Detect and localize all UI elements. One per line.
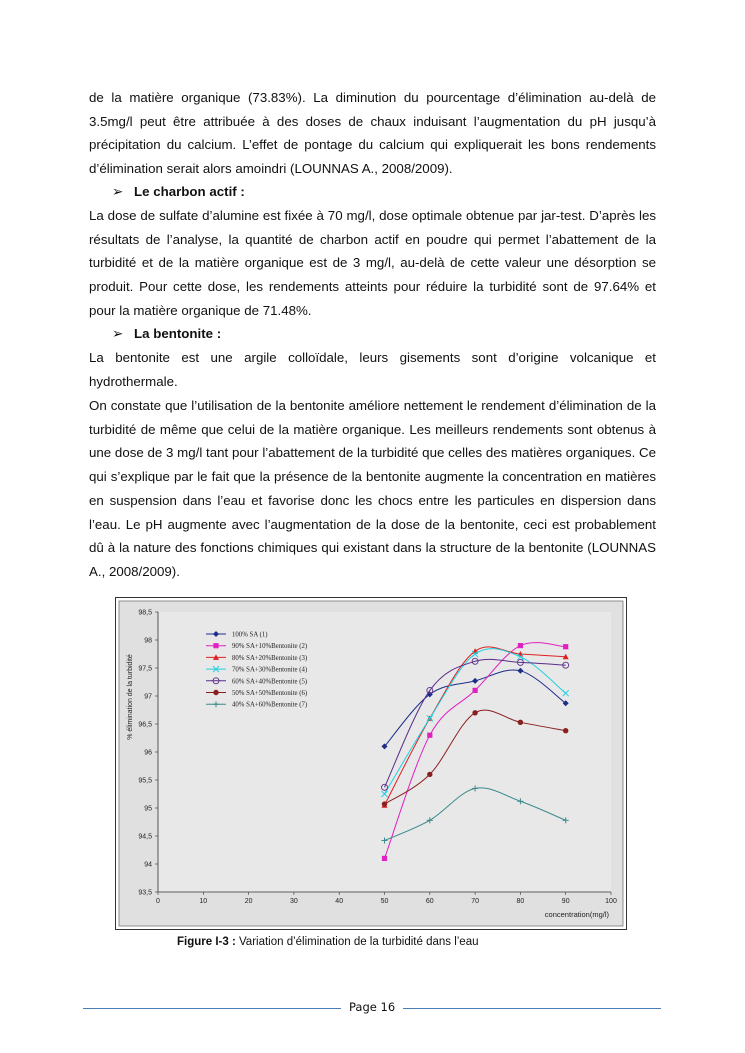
data-point	[472, 710, 477, 715]
data-point	[473, 688, 478, 693]
x-tick-label: 20	[244, 898, 253, 905]
data-point	[427, 733, 432, 738]
y-tick-label: 98,5	[138, 609, 152, 617]
figure-frame	[115, 597, 627, 930]
y-tick-label: 93,5	[138, 889, 152, 897]
y-tick-label: 94,5	[138, 833, 152, 841]
x-tick-label: 30	[290, 898, 298, 905]
y-axis-label: % élimination de la turbidité	[127, 654, 134, 740]
data-point	[563, 728, 568, 733]
x-tick-label: 80	[516, 898, 525, 905]
y-tick-label: 97	[144, 693, 152, 701]
x-tick-label: 70	[471, 898, 479, 905]
x-tick-label: 50	[380, 898, 389, 905]
data-point	[213, 690, 218, 695]
footer-divider-left	[83, 1008, 341, 1009]
x-tick-label: 90	[561, 898, 570, 905]
plot-area	[158, 612, 611, 892]
y-tick-label: 97,5	[138, 665, 152, 673]
legend-label: 60% SA+40%Bentonite (5)	[232, 678, 308, 686]
legend-label: 70% SA+30%Bentonite (4)	[232, 666, 308, 674]
y-tick-label: 95,5	[138, 777, 152, 785]
y-tick-label: 95	[144, 805, 152, 813]
data-point	[213, 643, 218, 648]
y-tick-label: 96	[144, 749, 152, 757]
heading-activated-carbon-text: Le charbon actif :	[134, 184, 245, 199]
data-point	[518, 720, 523, 725]
arrow-bullet-icon: ➢	[112, 184, 124, 199]
paragraph-bentonite-definition: La bentonite est une argile colloïdale, leurs gisements sont d’origine volcanique et hydrothermale.	[89, 350, 656, 389]
legend-label: 90% SA+10%Bentonite (2)	[232, 643, 308, 651]
figure-caption-text: Variation d’élimination de la turbidité dans l’eau	[235, 936, 479, 948]
paragraph-activated-carbon: La dose de sulfate d’alumine est fixée à 70 mg/l, dose optimale obtenue par jar-test. D’après les résultats de l’analyse, la quantité de charbon actif en poudre qui permet l’abattement de la turbidité et de la matière organique est de 3 mg/l, au-delà de cette valeur une désorption se produit. Pour cette dose, les rendements atteints pour réduire la turbidité sont de 97.64% et pour la matière organique de 71.48%.	[89, 208, 656, 318]
y-tick-label: 96,5	[138, 721, 152, 729]
arrow-bullet-icon: ➢	[112, 326, 124, 341]
x-tick-label: 40	[335, 898, 344, 905]
figure-caption	[177, 936, 479, 948]
turbidity-chart	[116, 598, 626, 929]
y-tick-label: 94	[144, 861, 152, 869]
x-tick-label: 0	[156, 898, 160, 905]
legend-label: 50% SA+50%Bentonite (6)	[232, 690, 308, 697]
heading-bentonite-text: La bentonite :	[134, 326, 222, 341]
x-tick-label: 100	[605, 898, 617, 905]
data-point	[382, 801, 387, 806]
x-tick-label: 10	[199, 898, 208, 905]
legend-label: 100% SA (1)	[232, 631, 268, 639]
data-point	[427, 772, 432, 777]
y-tick-label: 98	[144, 637, 152, 645]
page-number: Page 16	[349, 1000, 396, 1014]
figure-caption-label: Figure I-3 :	[177, 936, 236, 948]
x-axis-label: concentration(mg/l)	[544, 910, 609, 919]
x-tick-label: 60	[425, 898, 434, 905]
footer-divider-right	[403, 1008, 661, 1009]
data-point	[563, 644, 568, 649]
paragraph-lime-conclusion: de la matière organique (73.83%). La diminution du pourcentage d’élimination au-delà de 3.5mg/l peut être attribuée à des doses de chaux induisant l’augmentation du pH jusqu’à précipitation du calcium. L’effet de pontage du calcium qui expliquerait les bons rendements d’élimination serait alors amoindri (LOUNNAS A., 2008/2009).	[89, 90, 656, 177]
data-point	[382, 856, 387, 861]
legend-label: 40% SA+60%Bentonite (7)	[232, 701, 308, 709]
data-point	[518, 643, 523, 648]
paragraph-bentonite-results: On constate que l’utilisation de la bentonite améliore nettement le rendement d’élimination de la turbidité de même que celui de la matière organique. Les meilleurs rendements sont obtenus à une dose de 3 mg/l tant pour l’abattement de la turbidité que celles des matières organiques. Ce qui s’explique par le fait que la présence de la bentonite augmente la concentration en matières en suspension dans l’eau et favorise donc les chocs entre les particules en dispersion dans l’eau. Le pH augmente avec l’augmentation de la dose de la bentonite, ceci est probablement dû à la nature des fonctions chimiques qui existant dans la structure de la bentonite (LOUNNAS A., 2008/2009).	[89, 398, 656, 579]
heading-bentonite	[112, 322, 221, 346]
legend-label: 80% SA+20%Bentonite (3)	[232, 654, 308, 662]
heading-activated-carbon	[112, 180, 245, 204]
